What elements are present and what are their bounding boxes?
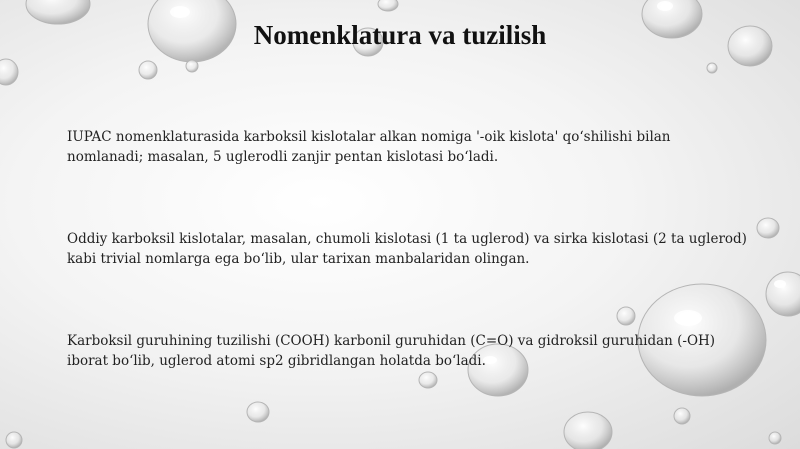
paragraph-trivial-names: Oddiy karboksil kislotalar, masalan, chumoli kislotasi (1 ta uglerod) va sirka kislotasi (2 ta uglerod) kabi trivial nomlarga ega bo‘lib, ular tarixan manbalaridan olingan. [67,231,747,267]
water-drop [139,61,157,79]
water-drop [564,412,612,449]
water-drop [247,402,269,422]
water-drop [186,60,198,72]
water-drop [674,408,690,424]
water-drop [766,272,800,316]
slide-title: Nomenklatura va tuzilish [253,20,547,50]
water-drop [6,432,22,448]
paragraph-iupac: IUPAC nomenklaturasida karboksil kislotalar alkan nomiga '-oik kislota' qo‘shilishi bilan nomlanadi; masalan, 5 uglerodli zanjir pentan kislotasi bo‘ladi. [67,129,671,165]
water-drop [378,0,398,11]
water-drop [707,63,717,73]
water-drop [617,307,635,325]
water-drop [757,218,779,238]
water-drop [0,59,18,85]
water-drop [419,372,437,388]
water-drop [769,432,781,444]
paragraph-structure: Karboksil guruhining tuzilishi (COOH) karbonil guruhidan (C=O) va gidroksil guruhidan (-OH) iborat bo‘lib, uglerod atomi sp2 gibridlangan holatda bo‘ladi. [67,333,716,369]
